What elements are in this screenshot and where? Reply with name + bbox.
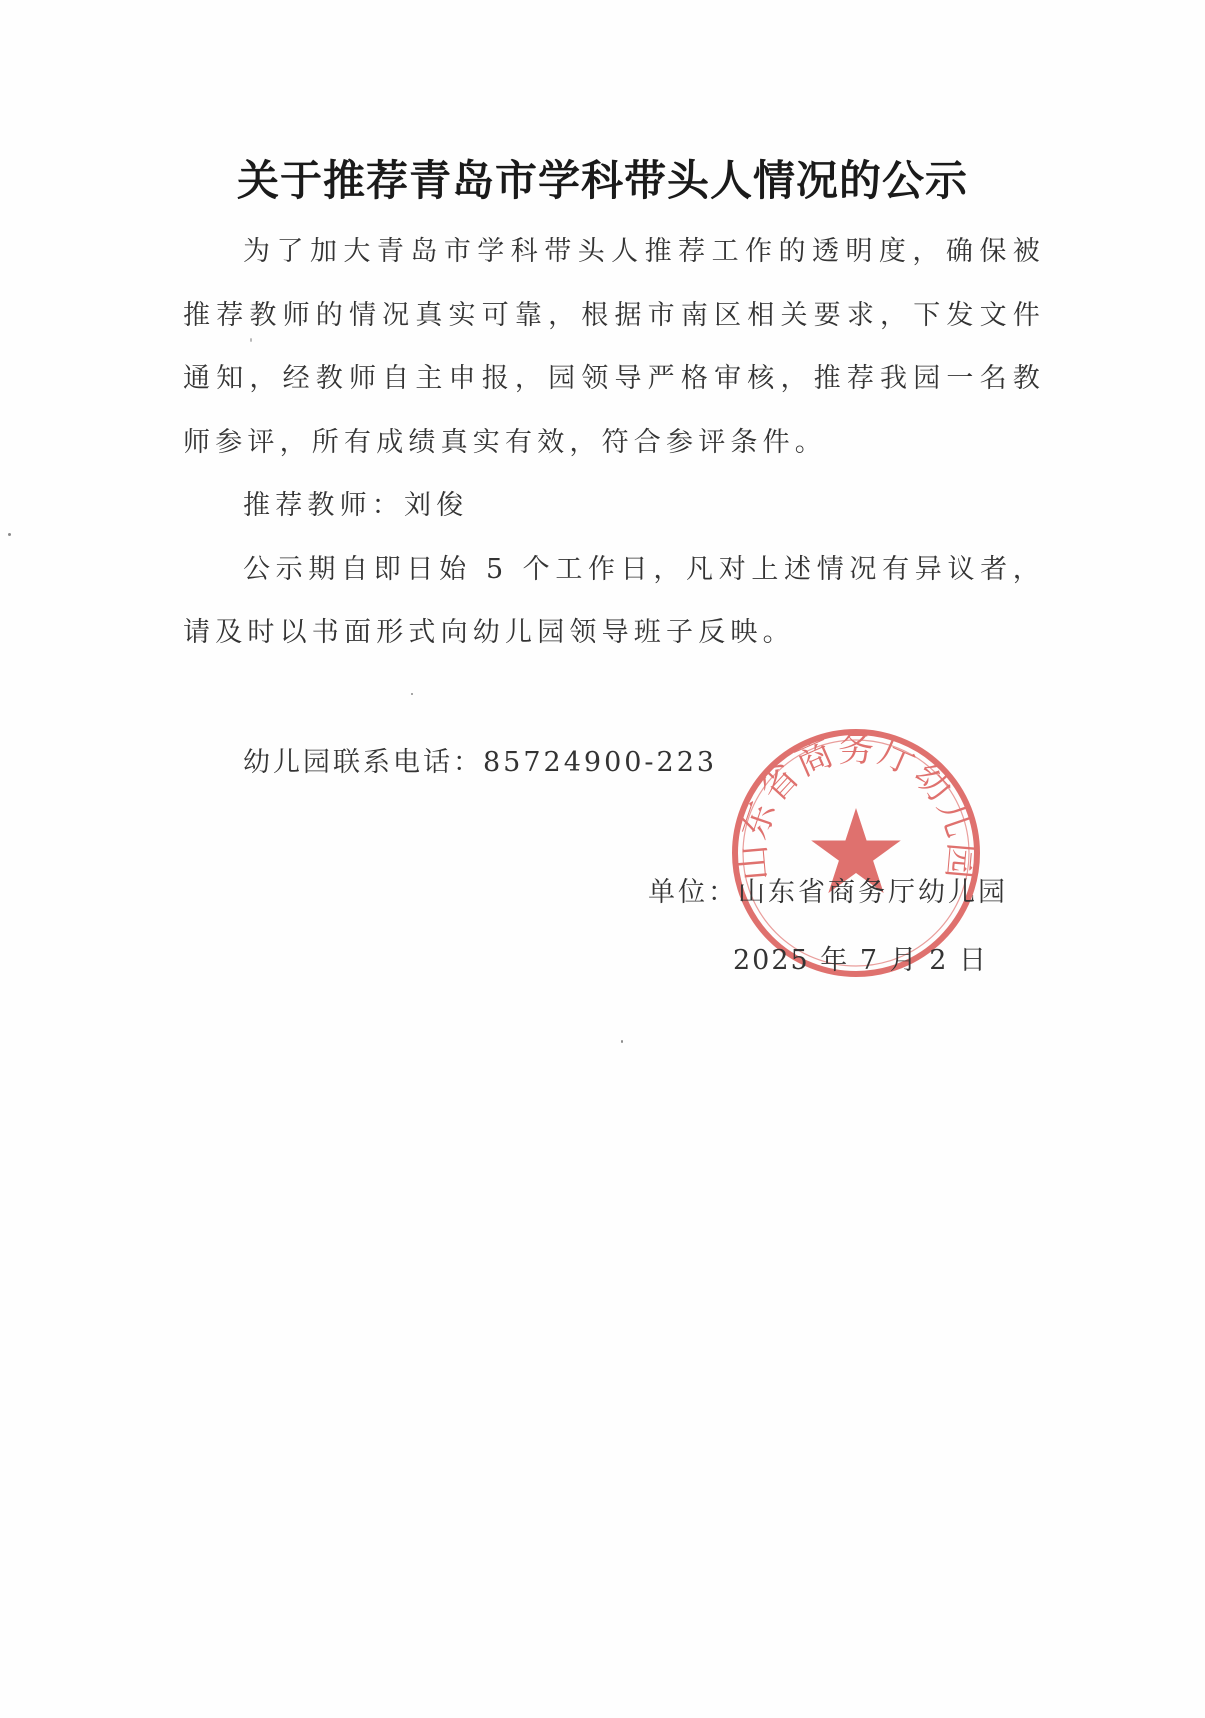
paragraph-notice-period: 公示期自即日始 5 个工作日，凡对上述情况有异议者，请及时以书面形式向幼儿园领导班子反映。	[183, 553, 1045, 648]
document-body	[183, 220, 1045, 665]
issuing-unit: 单位：山东省商务厅幼儿园	[648, 877, 1008, 908]
paragraph-intro: 为了加大青岛市学科带头人推荐工作的透明度，确保被推荐教师的情况真实可靠，根据市南区相关要求，下发文件通知，经教师自主申报，园领导严格审核，推荐我园一名教师参评，所有成绩真实有效，符合参评条件。	[183, 236, 1045, 458]
issue-date: 2025 年 7 月 2 日	[733, 945, 988, 976]
recommended-teacher: 推荐教师：刘俊	[243, 490, 469, 521]
contact-phone: 幼儿园联系电话：85724900-223	[243, 747, 718, 778]
document-title: 关于推荐青岛市学科带头人情况的公示	[236, 156, 968, 205]
scan-speck	[8, 533, 11, 536]
scan-speck	[250, 338, 252, 342]
seal-arc-text: 山东省商务厅幼儿园	[731, 728, 983, 883]
scan-speck	[621, 1040, 623, 1043]
scan-speck	[411, 693, 413, 695]
